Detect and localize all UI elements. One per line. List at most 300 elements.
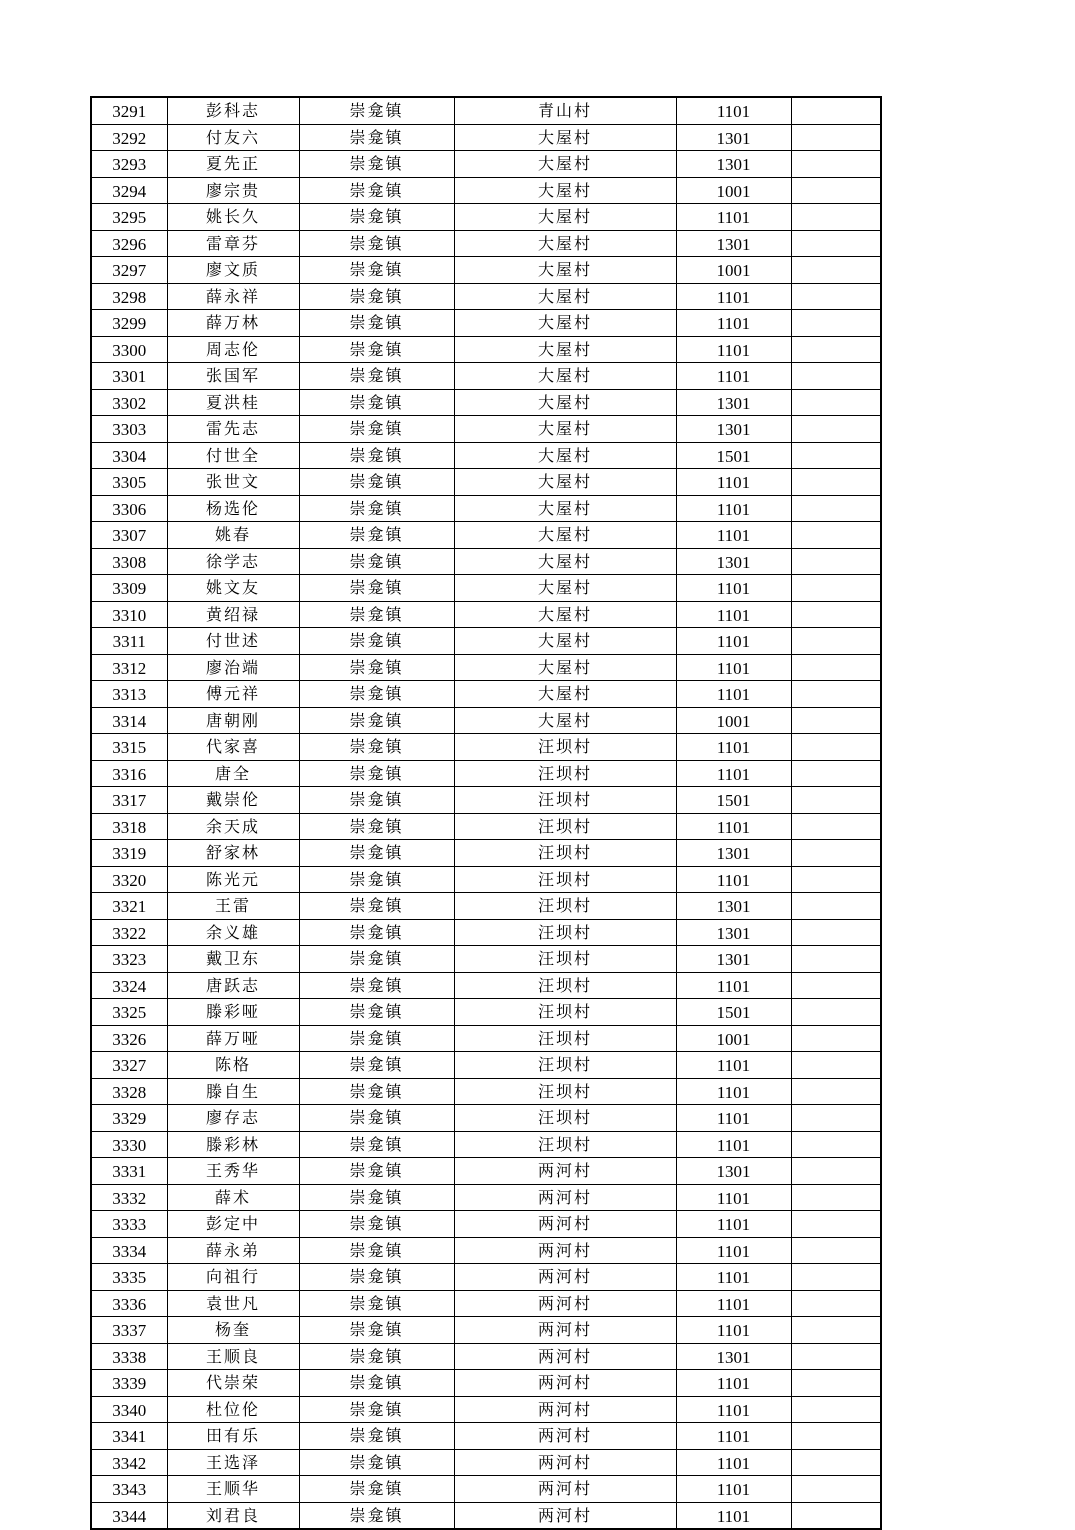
name-cell: 向祖行	[167, 1264, 299, 1291]
town-cell: 崇龛镇	[299, 628, 454, 655]
table-row	[91, 1290, 881, 1317]
row-number-cell: 3316	[91, 760, 167, 787]
blank-cell	[791, 1078, 881, 1105]
row-number-cell: 3324	[91, 972, 167, 999]
town-cell: 崇龛镇	[299, 1025, 454, 1052]
name-cell: 张世文	[167, 469, 299, 496]
town-cell: 崇龛镇	[299, 893, 454, 920]
table-row	[91, 1105, 881, 1132]
blank-cell	[791, 336, 881, 363]
table-row	[91, 575, 881, 602]
village-cell: 大屋村	[454, 283, 676, 310]
village-cell: 大屋村	[454, 575, 676, 602]
table-row	[91, 893, 881, 920]
name-cell: 代崇荣	[167, 1370, 299, 1397]
town-cell: 崇龛镇	[299, 522, 454, 549]
row-number-cell: 3339	[91, 1370, 167, 1397]
code-cell: 1101	[676, 1184, 791, 1211]
blank-cell	[791, 601, 881, 628]
name-cell: 廖存志	[167, 1105, 299, 1132]
table-row	[91, 1396, 881, 1423]
row-number-cell: 3314	[91, 707, 167, 734]
row-number-cell: 3303	[91, 416, 167, 443]
row-number-cell: 3310	[91, 601, 167, 628]
table-row	[91, 999, 881, 1026]
code-cell: 1101	[676, 1078, 791, 1105]
blank-cell	[791, 893, 881, 920]
code-cell: 1301	[676, 1158, 791, 1185]
table-row	[91, 204, 881, 231]
table-row	[91, 1317, 881, 1344]
town-cell: 崇龛镇	[299, 257, 454, 284]
name-cell: 雷章芬	[167, 230, 299, 257]
code-cell: 1101	[676, 1105, 791, 1132]
code-cell: 1301	[676, 919, 791, 946]
table-row	[91, 1476, 881, 1503]
village-cell: 两河村	[454, 1370, 676, 1397]
name-cell: 王顺华	[167, 1476, 299, 1503]
blank-cell	[791, 1105, 881, 1132]
name-cell: 周志伦	[167, 336, 299, 363]
blank-cell	[791, 1264, 881, 1291]
table-row	[91, 495, 881, 522]
blank-cell	[791, 310, 881, 337]
name-cell: 姚文友	[167, 575, 299, 602]
name-cell: 夏先正	[167, 151, 299, 178]
village-cell: 两河村	[454, 1237, 676, 1264]
village-cell: 汪坝村	[454, 787, 676, 814]
code-cell: 1101	[676, 1211, 791, 1238]
row-number-cell: 3311	[91, 628, 167, 655]
town-cell: 崇龛镇	[299, 124, 454, 151]
town-cell: 崇龛镇	[299, 1290, 454, 1317]
code-cell: 1101	[676, 1423, 791, 1450]
row-number-cell: 3301	[91, 363, 167, 390]
code-cell: 1301	[676, 389, 791, 416]
table-row	[91, 548, 881, 575]
town-cell: 崇龛镇	[299, 283, 454, 310]
village-cell: 两河村	[454, 1211, 676, 1238]
table-row	[91, 283, 881, 310]
row-number-cell: 3341	[91, 1423, 167, 1450]
town-cell: 崇龛镇	[299, 1423, 454, 1450]
town-cell: 崇龛镇	[299, 972, 454, 999]
name-cell: 姚长久	[167, 204, 299, 231]
town-cell: 崇龛镇	[299, 1476, 454, 1503]
row-number-cell: 3317	[91, 787, 167, 814]
village-cell: 汪坝村	[454, 734, 676, 761]
code-cell: 1101	[676, 760, 791, 787]
blank-cell	[791, 946, 881, 973]
town-cell: 崇龛镇	[299, 1211, 454, 1238]
town-cell: 崇龛镇	[299, 548, 454, 575]
blank-cell	[791, 681, 881, 708]
code-cell: 1101	[676, 1449, 791, 1476]
name-cell: 张国军	[167, 363, 299, 390]
table-row	[91, 866, 881, 893]
village-cell: 两河村	[454, 1396, 676, 1423]
table-row	[91, 628, 881, 655]
village-cell: 汪坝村	[454, 1025, 676, 1052]
name-cell: 滕彩林	[167, 1131, 299, 1158]
table-row	[91, 1211, 881, 1238]
blank-cell	[791, 707, 881, 734]
row-number-cell: 3338	[91, 1343, 167, 1370]
town-cell: 崇龛镇	[299, 813, 454, 840]
village-cell: 汪坝村	[454, 1078, 676, 1105]
row-number-cell: 3344	[91, 1502, 167, 1529]
blank-cell	[791, 151, 881, 178]
code-cell: 1101	[676, 1502, 791, 1529]
blank-cell	[791, 548, 881, 575]
table-row	[91, 707, 881, 734]
name-cell: 廖治端	[167, 654, 299, 681]
row-number-cell: 3308	[91, 548, 167, 575]
row-number-cell: 3343	[91, 1476, 167, 1503]
name-cell: 唐朝刚	[167, 707, 299, 734]
town-cell: 崇龛镇	[299, 1370, 454, 1397]
code-cell: 1101	[676, 1290, 791, 1317]
row-number-cell: 3318	[91, 813, 167, 840]
table-row	[91, 946, 881, 973]
blank-cell	[791, 787, 881, 814]
code-cell: 1301	[676, 840, 791, 867]
name-cell: 刘君良	[167, 1502, 299, 1529]
village-cell: 汪坝村	[454, 919, 676, 946]
row-number-cell: 3321	[91, 893, 167, 920]
row-number-cell: 3328	[91, 1078, 167, 1105]
row-number-cell: 3295	[91, 204, 167, 231]
blank-cell	[791, 1449, 881, 1476]
village-cell: 大屋村	[454, 522, 676, 549]
row-number-cell: 3333	[91, 1211, 167, 1238]
town-cell: 崇龛镇	[299, 946, 454, 973]
code-cell: 1101	[676, 1476, 791, 1503]
blank-cell	[791, 257, 881, 284]
village-cell: 汪坝村	[454, 866, 676, 893]
table-row	[91, 1264, 881, 1291]
blank-cell	[791, 760, 881, 787]
code-cell: 1101	[676, 734, 791, 761]
row-number-cell: 3304	[91, 442, 167, 469]
name-cell: 薛万哑	[167, 1025, 299, 1052]
blank-cell	[791, 999, 881, 1026]
village-cell: 两河村	[454, 1264, 676, 1291]
name-cell: 杨奎	[167, 1317, 299, 1344]
name-cell: 薛永弟	[167, 1237, 299, 1264]
row-number-cell: 3299	[91, 310, 167, 337]
row-number-cell: 3307	[91, 522, 167, 549]
blank-cell	[791, 204, 881, 231]
table-row	[91, 654, 881, 681]
blank-cell	[791, 442, 881, 469]
code-cell: 1101	[676, 310, 791, 337]
village-cell: 汪坝村	[454, 946, 676, 973]
table-row	[91, 1078, 881, 1105]
name-cell: 代家喜	[167, 734, 299, 761]
town-cell: 崇龛镇	[299, 1502, 454, 1529]
village-cell: 两河村	[454, 1317, 676, 1344]
village-cell: 大屋村	[454, 257, 676, 284]
blank-cell	[791, 389, 881, 416]
village-cell: 大屋村	[454, 654, 676, 681]
row-number-cell: 3326	[91, 1025, 167, 1052]
code-cell: 1301	[676, 416, 791, 443]
code-cell: 1101	[676, 1370, 791, 1397]
town-cell: 崇龛镇	[299, 1396, 454, 1423]
town-cell: 崇龛镇	[299, 1158, 454, 1185]
code-cell: 1101	[676, 601, 791, 628]
town-cell: 崇龛镇	[299, 866, 454, 893]
row-number-cell: 3309	[91, 575, 167, 602]
town-cell: 崇龛镇	[299, 1317, 454, 1344]
row-number-cell: 3325	[91, 999, 167, 1026]
blank-cell	[791, 363, 881, 390]
village-cell: 两河村	[454, 1476, 676, 1503]
row-number-cell: 3336	[91, 1290, 167, 1317]
name-cell: 雷先志	[167, 416, 299, 443]
table-row	[91, 124, 881, 151]
blank-cell	[791, 840, 881, 867]
town-cell: 崇龛镇	[299, 734, 454, 761]
table-row	[91, 97, 881, 124]
town-cell: 崇龛镇	[299, 840, 454, 867]
name-cell: 陈光元	[167, 866, 299, 893]
table-row	[91, 389, 881, 416]
row-number-cell: 3342	[91, 1449, 167, 1476]
row-number-cell: 3313	[91, 681, 167, 708]
table-row	[91, 177, 881, 204]
name-cell: 舒家林	[167, 840, 299, 867]
blank-cell	[791, 1158, 881, 1185]
town-cell: 崇龛镇	[299, 1078, 454, 1105]
name-cell: 王秀华	[167, 1158, 299, 1185]
town-cell: 崇龛镇	[299, 707, 454, 734]
code-cell: 1101	[676, 575, 791, 602]
row-number-cell: 3293	[91, 151, 167, 178]
blank-cell	[791, 575, 881, 602]
table-row	[91, 363, 881, 390]
town-cell: 崇龛镇	[299, 1052, 454, 1079]
table-row	[91, 813, 881, 840]
name-cell: 薛术	[167, 1184, 299, 1211]
row-number-cell: 3291	[91, 97, 167, 124]
row-number-cell: 3330	[91, 1131, 167, 1158]
village-cell: 汪坝村	[454, 760, 676, 787]
code-cell: 1101	[676, 681, 791, 708]
code-cell: 1101	[676, 972, 791, 999]
table-row	[91, 522, 881, 549]
code-cell: 1101	[676, 336, 791, 363]
village-cell: 大屋村	[454, 204, 676, 231]
blank-cell	[791, 1184, 881, 1211]
town-cell: 崇龛镇	[299, 999, 454, 1026]
row-number-cell: 3302	[91, 389, 167, 416]
town-cell: 崇龛镇	[299, 1264, 454, 1291]
row-number-cell: 3296	[91, 230, 167, 257]
code-cell: 1301	[676, 151, 791, 178]
table-row	[91, 601, 881, 628]
town-cell: 崇龛镇	[299, 1237, 454, 1264]
blank-cell	[791, 230, 881, 257]
name-cell: 滕自生	[167, 1078, 299, 1105]
village-cell: 两河村	[454, 1423, 676, 1450]
row-number-cell: 3294	[91, 177, 167, 204]
blank-cell	[791, 97, 881, 124]
code-cell: 1101	[676, 495, 791, 522]
name-cell: 余义雄	[167, 919, 299, 946]
name-cell: 滕彩哑	[167, 999, 299, 1026]
table-row	[91, 919, 881, 946]
name-cell: 傅元祥	[167, 681, 299, 708]
village-cell: 大屋村	[454, 389, 676, 416]
table-row	[91, 442, 881, 469]
blank-cell	[791, 1343, 881, 1370]
name-cell: 付友六	[167, 124, 299, 151]
table-row	[91, 230, 881, 257]
town-cell: 崇龛镇	[299, 1449, 454, 1476]
row-number-cell: 3312	[91, 654, 167, 681]
table-row	[91, 1423, 881, 1450]
name-cell: 王雷	[167, 893, 299, 920]
blank-cell	[791, 495, 881, 522]
name-cell: 唐跃志	[167, 972, 299, 999]
row-number-cell: 3334	[91, 1237, 167, 1264]
town-cell: 崇龛镇	[299, 442, 454, 469]
code-cell: 1301	[676, 946, 791, 973]
town-cell: 崇龛镇	[299, 416, 454, 443]
village-cell: 大屋村	[454, 416, 676, 443]
village-cell: 汪坝村	[454, 813, 676, 840]
row-number-cell: 3340	[91, 1396, 167, 1423]
village-cell: 大屋村	[454, 707, 676, 734]
code-cell: 1501	[676, 787, 791, 814]
village-cell: 大屋村	[454, 628, 676, 655]
row-number-cell: 3332	[91, 1184, 167, 1211]
blank-cell	[791, 1131, 881, 1158]
town-cell: 崇龛镇	[299, 1131, 454, 1158]
blank-cell	[791, 1211, 881, 1238]
blank-cell	[791, 283, 881, 310]
village-cell: 汪坝村	[454, 972, 676, 999]
town-cell: 崇龛镇	[299, 1105, 454, 1132]
blank-cell	[791, 972, 881, 999]
town-cell: 崇龛镇	[299, 1184, 454, 1211]
name-cell: 杜位伦	[167, 1396, 299, 1423]
blank-cell	[791, 416, 881, 443]
village-cell: 大屋村	[454, 442, 676, 469]
code-cell: 1001	[676, 707, 791, 734]
village-cell: 汪坝村	[454, 893, 676, 920]
blank-cell	[791, 1370, 881, 1397]
code-cell: 1001	[676, 257, 791, 284]
code-cell: 1001	[676, 177, 791, 204]
table-row	[91, 1449, 881, 1476]
town-cell: 崇龛镇	[299, 389, 454, 416]
blank-cell	[791, 734, 881, 761]
code-cell: 1101	[676, 1317, 791, 1344]
name-cell: 廖文质	[167, 257, 299, 284]
blank-cell	[791, 919, 881, 946]
blank-cell	[791, 1396, 881, 1423]
town-cell: 崇龛镇	[299, 919, 454, 946]
name-cell: 彭定中	[167, 1211, 299, 1238]
name-cell: 薛永祥	[167, 283, 299, 310]
town-cell: 崇龛镇	[299, 336, 454, 363]
code-cell: 1101	[676, 1396, 791, 1423]
village-cell: 汪坝村	[454, 1052, 676, 1079]
code-cell: 1101	[676, 1237, 791, 1264]
town-cell: 崇龛镇	[299, 230, 454, 257]
village-cell: 大屋村	[454, 469, 676, 496]
town-cell: 崇龛镇	[299, 495, 454, 522]
code-cell: 1101	[676, 628, 791, 655]
name-cell: 彭科志	[167, 97, 299, 124]
table-row	[91, 1158, 881, 1185]
code-cell: 1101	[676, 813, 791, 840]
name-cell: 姚春	[167, 522, 299, 549]
code-cell: 1301	[676, 548, 791, 575]
code-cell: 1301	[676, 1343, 791, 1370]
code-cell: 1101	[676, 866, 791, 893]
table-row	[91, 1025, 881, 1052]
row-number-cell: 3335	[91, 1264, 167, 1291]
village-cell: 两河村	[454, 1158, 676, 1185]
village-cell: 大屋村	[454, 548, 676, 575]
town-cell: 崇龛镇	[299, 654, 454, 681]
table-row	[91, 1502, 881, 1529]
table-row	[91, 1184, 881, 1211]
row-number-cell: 3300	[91, 336, 167, 363]
row-number-cell: 3319	[91, 840, 167, 867]
name-cell: 陈格	[167, 1052, 299, 1079]
table-row	[91, 336, 881, 363]
table-row	[91, 310, 881, 337]
table-row	[91, 1237, 881, 1264]
blank-cell	[791, 124, 881, 151]
village-cell: 两河村	[454, 1343, 676, 1370]
row-number-cell: 3323	[91, 946, 167, 973]
blank-cell	[791, 1237, 881, 1264]
code-cell: 1101	[676, 522, 791, 549]
name-cell: 田有乐	[167, 1423, 299, 1450]
code-cell: 1101	[676, 1052, 791, 1079]
village-cell: 大屋村	[454, 336, 676, 363]
row-number-cell: 3322	[91, 919, 167, 946]
table-row	[91, 734, 881, 761]
name-cell: 戴崇伦	[167, 787, 299, 814]
code-cell: 1101	[676, 1264, 791, 1291]
row-number-cell: 3292	[91, 124, 167, 151]
blank-cell	[791, 628, 881, 655]
table-row	[91, 972, 881, 999]
village-cell: 青山村	[454, 97, 676, 124]
table-row	[91, 416, 881, 443]
name-cell: 薛万林	[167, 310, 299, 337]
village-cell: 两河村	[454, 1184, 676, 1211]
code-cell: 1101	[676, 97, 791, 124]
village-cell: 大屋村	[454, 177, 676, 204]
row-number-cell: 3337	[91, 1317, 167, 1344]
name-cell: 杨选伦	[167, 495, 299, 522]
row-number-cell: 3315	[91, 734, 167, 761]
blank-cell	[791, 1052, 881, 1079]
code-cell: 1501	[676, 442, 791, 469]
town-cell: 崇龛镇	[299, 681, 454, 708]
name-cell: 徐学志	[167, 548, 299, 575]
town-cell: 崇龛镇	[299, 1343, 454, 1370]
village-cell: 汪坝村	[454, 999, 676, 1026]
